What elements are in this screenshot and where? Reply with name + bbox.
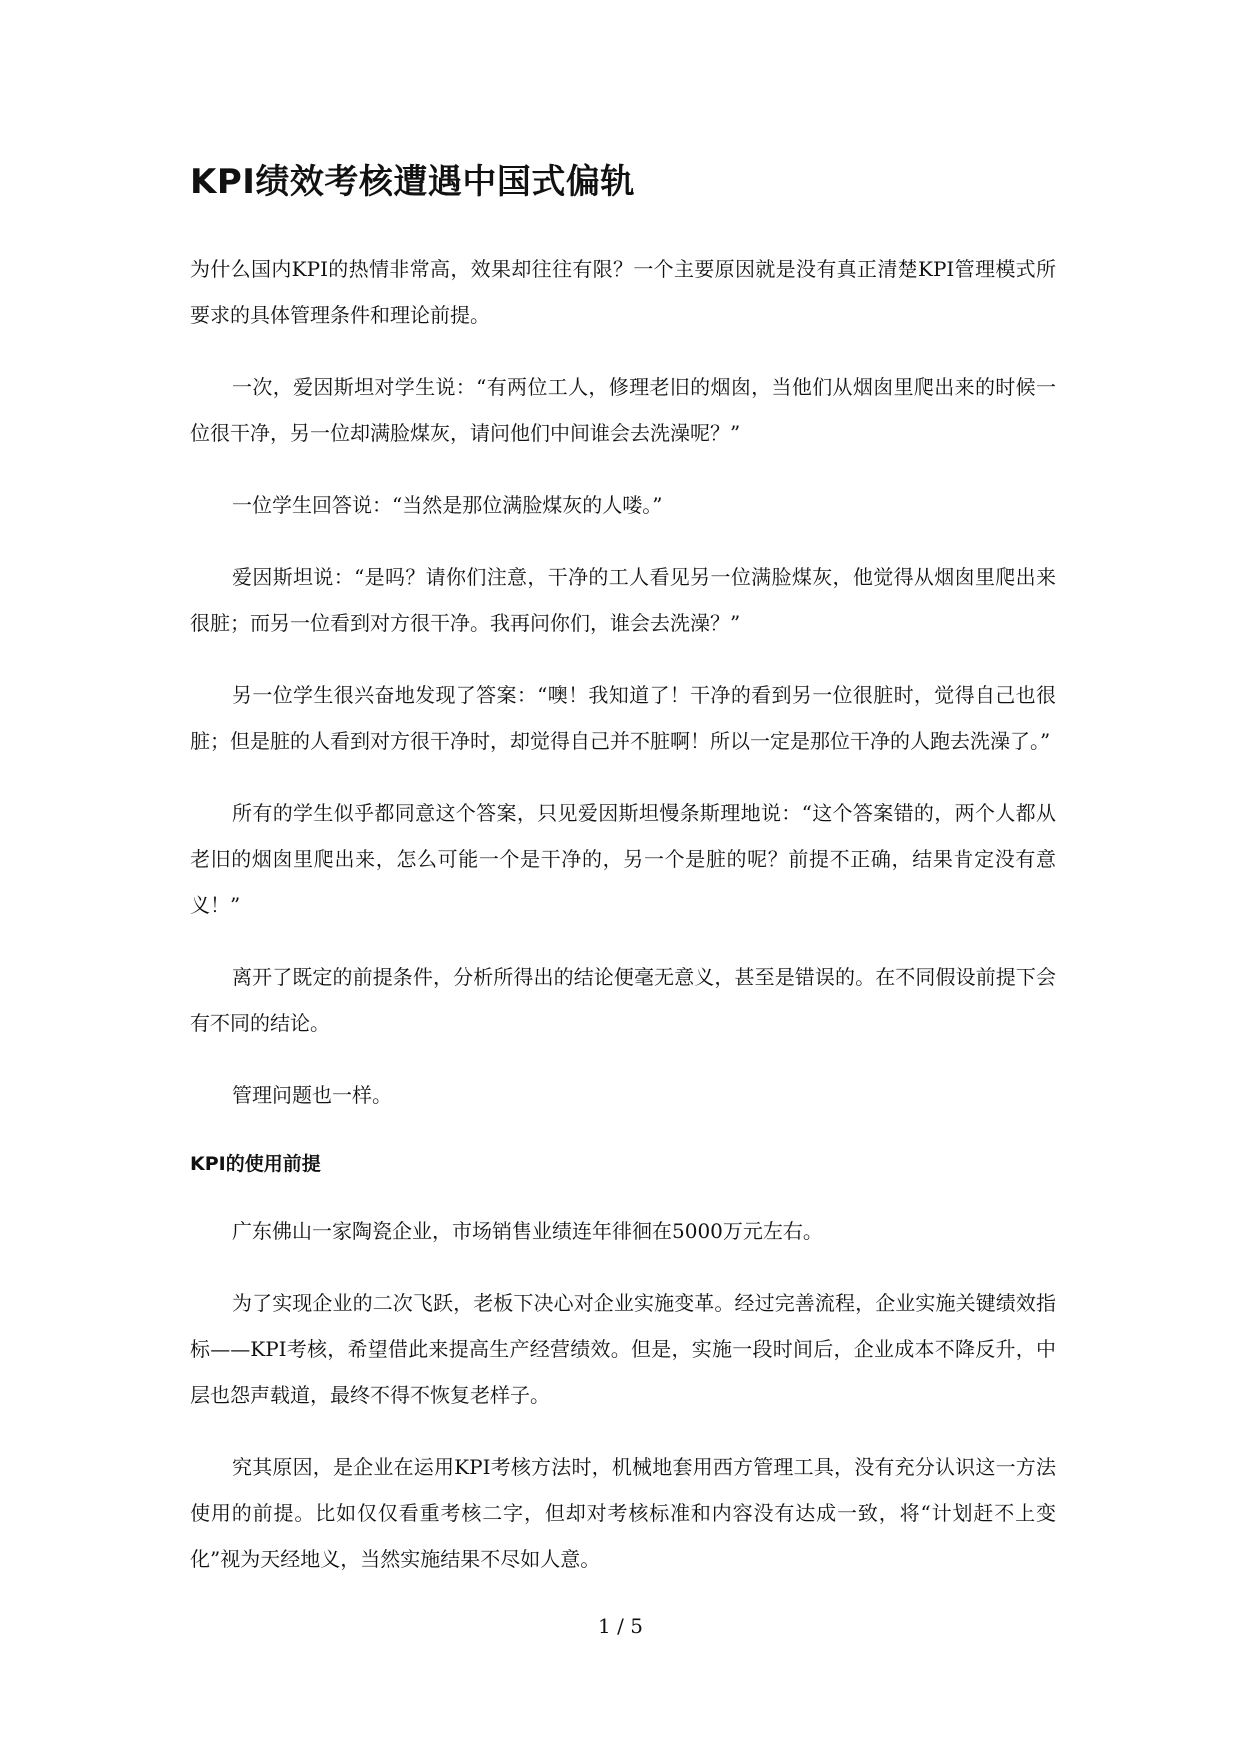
section-heading: KPI的使用前提: [190, 1153, 321, 1175]
paragraph-intro-1: 为什么国内KPI的热情非常高，效果却往往有限？一个主要原因就是没有真正清楚KPI管理模式所要求的具体管理条件和理论前提。: [190, 257, 1056, 327]
document-title: KPI绩效考核遭遇中国式偏轨: [190, 162, 635, 202]
paragraph-section-1: 广东佛山一家陶瓷企业，市场销售业绩连年徘徊在5000万元左右。: [232, 1219, 823, 1243]
paragraph-intro-4: 爱因斯坦说：“是吗？请你们注意，干净的工人看见另一位满脸煤灰，他觉得从烟囱里爬出来很脏；而另一位看到对方很干净。我再问你们，谁会去洗澡？”: [190, 565, 1056, 635]
document-page: [190, 160, 1056, 1608]
paragraph-intro-5: 另一位学生很兴奋地发现了答案：“噢！我知道了！干净的看到另一位很脏时，觉得自己也很脏；但是脏的人看到对方很干净时，却觉得自己并不脏啊！所以一定是那位干净的人跑去洗澡了。”: [190, 683, 1056, 753]
paragraph-intro-8: 管理问题也一样。: [232, 1083, 392, 1107]
paragraph-intro-2: 一次，爱因斯坦对学生说：“有两位工人，修理老旧的烟囱，当他们从烟囱里爬出来的时候一位很干净，另一位却满脸煤灰，请问他们中间谁会去洗澡呢？”: [190, 375, 1056, 445]
paragraph-section-3: 究其原因，是企业在运用KPI考核方法时，机械地套用西方管理工具，没有充分认识这一方法使用的前提。比如仅仅看重考核二字，但却对考核标准和内容没有达成一致，将“计划赶不上变化”视为天经地义，当然实施结果不尽如人意。: [190, 1455, 1056, 1571]
paragraph-intro-6: 所有的学生似乎都同意这个答案，只见爱因斯坦慢条斯理地说：“这个答案错的，两个人都从老旧的烟囱里爬出来，怎么可能一个是干净的，另一个是脏的呢？前提不正确，结果肯定没有意义！”: [190, 801, 1056, 917]
paragraph-intro-7: 离开了既定的前提条件，分析所得出的结论便毫无意义，甚至是错误的。在不同假设前提下会有不同的结论。: [190, 965, 1056, 1035]
page-number: 1 / 5: [598, 1614, 643, 1638]
paragraph-intro-3: 一位学生回答说：“当然是那位满脸煤灰的人喽。”: [232, 493, 663, 517]
paragraph-section-2: 为了实现企业的二次飞跃，老板下决心对企业实施变革。经过完善流程，企业实施关键绩效指标——KPI考核，希望借此来提高生产经营绩效。但是，实施一段时间后，企业成本不降反升，中层也怨声载道，最终不得不恢复老样子。: [190, 1291, 1056, 1407]
